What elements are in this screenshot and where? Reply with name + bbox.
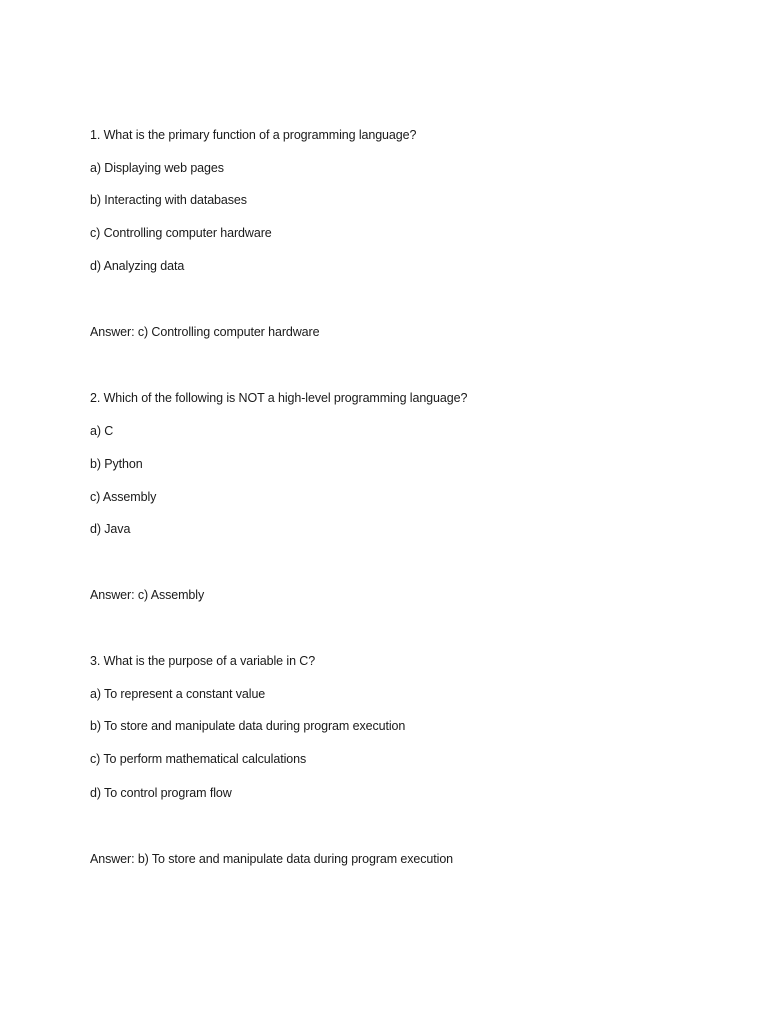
question-2-option-d: d) Java <box>90 522 131 536</box>
question-3-option-d: d) To control program flow <box>90 786 232 800</box>
question-1-answer: Answer: c) Controlling computer hardware <box>90 325 320 339</box>
question-1-text: 1. What is the primary function of a programming language? <box>90 128 417 142</box>
question-1-option-b: b) Interacting with databases <box>90 193 247 207</box>
question-3-answer: Answer: b) To store and manipulate data during program execution <box>90 852 454 866</box>
question-2-option-a: a) C <box>90 424 114 438</box>
question-1-option-c: c) Controlling computer hardware <box>90 226 272 240</box>
question-2-option-c: c) Assembly <box>90 490 157 504</box>
question-3-option-b: b) To store and manipulate data during program execution <box>90 719 406 733</box>
question-2-text: 2. Which of the following is NOT a high-level programming language? <box>90 391 468 405</box>
question-1-option-d: d) Analyzing data <box>90 259 185 273</box>
question-2-option-b: b) Python <box>90 457 143 471</box>
question-3-text: 3. What is the purpose of a variable in C? <box>90 654 316 668</box>
question-3-option-c: c) To perform mathematical calculations <box>90 752 307 766</box>
question-2-answer: Answer: c) Assembly <box>90 588 205 602</box>
question-3-option-a: a) To represent a constant value <box>90 687 266 701</box>
question-1-option-a: a) Displaying web pages <box>90 161 224 175</box>
